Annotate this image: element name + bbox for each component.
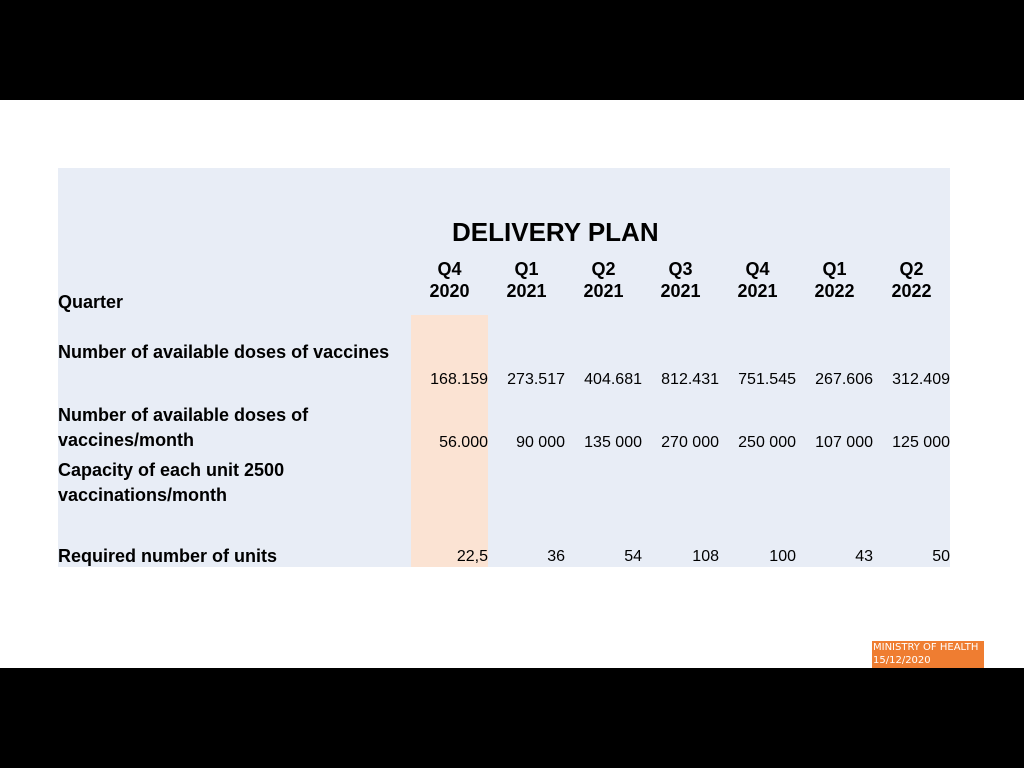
table-cell: 812.431: [661, 371, 719, 388]
table-cell: 312.409: [892, 371, 950, 388]
quarter-header: [796, 258, 873, 302]
quarter-header: [873, 258, 950, 302]
table-cell: 404.681: [584, 371, 642, 388]
quarter-name: Q4: [437, 259, 462, 279]
quarter-year: 2021: [660, 281, 701, 301]
table-cell: 125 000: [892, 434, 950, 451]
table-cell: 43: [855, 548, 873, 565]
table-cell: 751.545: [738, 371, 796, 388]
quarter-header: [411, 258, 488, 302]
quarter-year: 2020: [429, 281, 470, 301]
table-cell: 108: [692, 548, 719, 565]
quarter-header: [565, 258, 642, 302]
table-cell: 250 000: [738, 434, 796, 451]
table-cell: 273.517: [507, 371, 565, 388]
table-cell: 135 000: [584, 434, 642, 451]
quarter-header: [719, 258, 796, 302]
table-cell: 168.159: [430, 371, 488, 388]
table-cell: 100: [769, 548, 796, 565]
table-cell: 90 000: [516, 434, 565, 451]
quarter-name: Q2: [591, 259, 616, 279]
table-cell: 270 000: [661, 434, 719, 451]
quarter-year: 2021: [506, 281, 547, 301]
quarter-year: 2022: [814, 281, 855, 301]
quarter-year: 2021: [737, 281, 778, 301]
quarter-name: Q1: [514, 259, 539, 279]
row-label-unit-capacity: Capacity of each unit 2500 vaccinations/month: [58, 460, 285, 505]
quarter-row-label: Quarter: [58, 292, 124, 312]
table-cell: 50: [932, 548, 950, 565]
quarter-header: [642, 258, 719, 302]
table-cell: 54: [624, 548, 642, 565]
quarter-year: 2021: [583, 281, 624, 301]
footer-date: 15/12/2020: [873, 655, 931, 666]
table-cell: 107 000: [815, 434, 873, 451]
quarter-year: 2022: [891, 281, 932, 301]
table-cell: 22,5: [456, 548, 488, 565]
quarter-name: Q1: [822, 259, 847, 279]
quarter-name: Q4: [745, 259, 770, 279]
quarter-header: [488, 258, 565, 302]
table-cell: 267.606: [815, 371, 873, 388]
table-cell: 36: [547, 548, 565, 565]
row-label-required-units: Required number of units: [58, 546, 278, 566]
ministry-footer-badge: [872, 641, 984, 668]
slide: [0, 100, 1024, 668]
table-cell: 56.000: [439, 434, 488, 451]
row-label-doses-per-month: Number of available doses of vaccines/month: [58, 405, 309, 450]
page-title: DELIVERY PLAN: [452, 217, 659, 247]
footer-organization: MINISTRY OF HEALTH: [873, 642, 979, 653]
row-label-available-doses: Number of available doses of vaccines: [58, 342, 390, 362]
quarter-name: Q2: [899, 259, 924, 279]
quarter-name: Q3: [668, 259, 693, 279]
